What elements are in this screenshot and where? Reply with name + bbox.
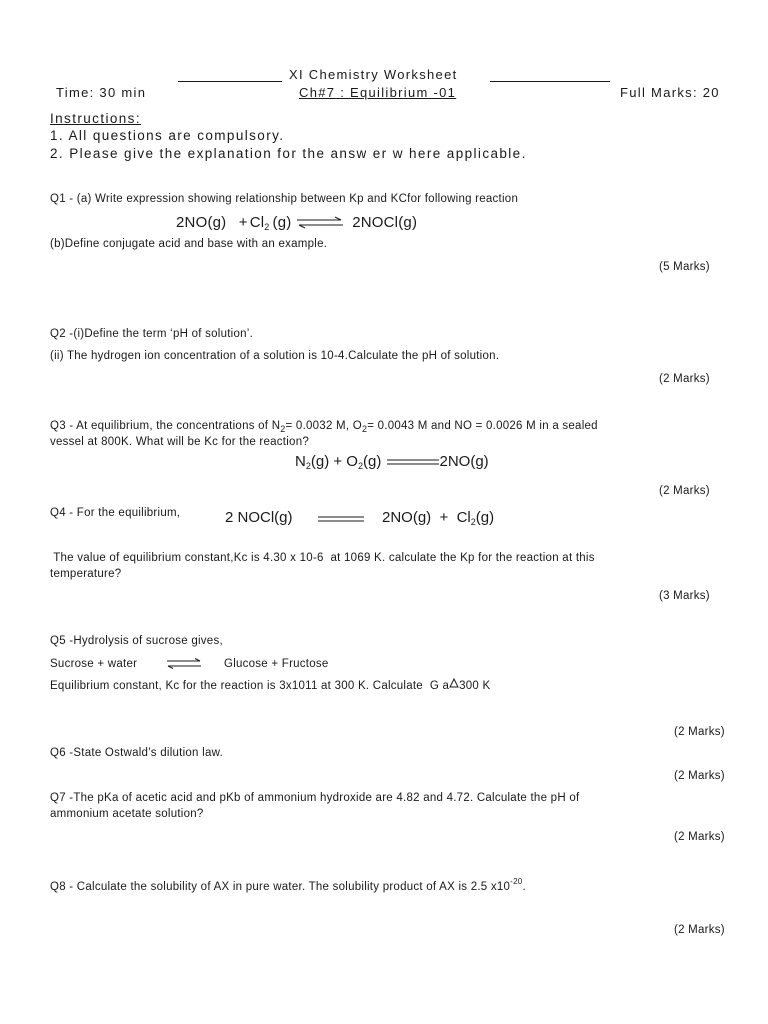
worksheet-title: XI Chemistry Worksheet xyxy=(289,67,458,82)
q3-equation xyxy=(295,453,489,471)
eq-product: 2NO(g) + Cl xyxy=(382,509,471,526)
time-limit: Time: 30 min xyxy=(56,85,147,100)
q5-text: Equilibrium constant, Kc for the reaction is 3x1011 at 300 K. Calculate G a xyxy=(50,680,450,692)
equilibrium-double-line-icon xyxy=(317,514,365,524)
question-2ii: (ii) The hydrogen ion concentration of a solution is 10-4.Calculate the pH of solution. xyxy=(50,350,500,362)
q3-subscript: 2 xyxy=(361,424,368,434)
q5-equation-right: Glucose + Fructose xyxy=(224,658,329,670)
q6-marks: (2 Marks) xyxy=(674,770,725,782)
q2-marks: (2 Marks) xyxy=(659,373,710,385)
title-rule-left xyxy=(178,81,282,82)
question-3-line1 xyxy=(50,420,598,434)
q5-text: 300 K xyxy=(459,680,491,692)
q7-marks: (2 Marks) xyxy=(674,831,725,843)
question-2i: Q2 -(i)Define the term ‘pH of solution’. xyxy=(50,328,254,340)
q5-equation-left: Sucrose + water xyxy=(50,658,138,670)
eq-subscript: 2 xyxy=(470,517,476,527)
question-7-line2: ammonium acetate solution? xyxy=(50,808,204,820)
q8-superscript: -20 xyxy=(510,877,523,886)
eq-state: (g) xyxy=(362,453,382,470)
question-5-line1: Q5 -Hydrolysis of sucrose gives, xyxy=(50,635,223,647)
eq-subscript: 2 xyxy=(264,222,270,232)
question-1b: (b)Define conjugate acid and base with an example. xyxy=(50,238,328,250)
question-6: Q6 -State Ostwald’s dilution law. xyxy=(50,747,223,759)
delta-triangle-icon xyxy=(449,678,459,688)
q1-equation xyxy=(176,214,417,232)
q5-marks: (2 Marks) xyxy=(674,726,725,738)
chapter-title: Ch#7 : Equilibrium -01 xyxy=(299,85,457,100)
instruction-item: 1. All questions are compulsory. xyxy=(50,128,285,143)
question-1a: Q1 - (a) Write expression showing relationship between Kp and KCfor following reaction xyxy=(50,193,519,205)
equilibrium-arrows-icon xyxy=(166,658,202,670)
eq-reactant: 2NO(g) xyxy=(176,214,227,231)
q3-subscript: 2 xyxy=(280,424,286,434)
q3-marks: (2 Marks) xyxy=(659,485,710,497)
question-8 xyxy=(50,877,526,893)
eq-subscript: 2 xyxy=(357,461,363,471)
eq-reactant: N xyxy=(295,453,306,470)
question-4-line1: The value of equilibrium constant,Kc is 4.30 x 10-6 at 1069 K. calculate the Kp for the reaction at this xyxy=(50,552,595,564)
title-rule-right xyxy=(490,81,610,82)
question-4-line2: temperature? xyxy=(50,568,122,580)
q8-text: . xyxy=(522,881,526,893)
q4-equation-left: 2 NOCl(g) xyxy=(225,509,293,526)
q4-equation-right xyxy=(382,509,494,527)
question-7-line1: Q7 -The pKa of acetic acid and pKb of ammonium hydroxide are 4.82 and 4.72. Calculate the pH of xyxy=(50,792,580,804)
instructions-heading: Instructions: xyxy=(50,111,141,126)
eq-state: (g) xyxy=(475,509,495,526)
equilibrium-arrows-icon xyxy=(296,216,344,230)
q4-marks: (3 Marks) xyxy=(659,590,710,602)
full-marks: Full Marks: 20 xyxy=(620,85,720,100)
question-4-label: Q4 - For the equilibrium, xyxy=(50,507,181,519)
q1-marks: (5 Marks) xyxy=(659,261,710,273)
eq-reactant: (g) + O xyxy=(310,453,358,470)
q8-text: Q8 - Calculate the solubility of AX in pure water. The solubility product of AX is 2.5 x10 xyxy=(50,881,511,893)
question-3-line2: vessel at 800K. What will be Kc for the reaction? xyxy=(50,436,309,448)
eq-reactant: Cl xyxy=(249,214,265,231)
question-5-line3 xyxy=(50,680,490,692)
instruction-item: 2. Please give the explanation for the answ er w here applicable. xyxy=(50,146,527,161)
eq-state: (g) xyxy=(272,214,292,231)
eq-subscript: 2 xyxy=(305,461,311,471)
eq-plus: + xyxy=(238,214,248,231)
q3-text: = 0.0032 M, O xyxy=(285,420,362,432)
eq-product: 2NOCl(g) xyxy=(352,214,418,231)
eq-product: 2NO(g) xyxy=(439,453,489,470)
q8-marks: (2 Marks) xyxy=(674,924,725,936)
equilibrium-double-line-icon xyxy=(386,457,440,467)
q3-text: Q3 - At equilibrium, the concentrations of N xyxy=(50,420,281,432)
q3-text: = 0.0043 M and NO = 0.0026 M in a sealed xyxy=(367,420,598,432)
